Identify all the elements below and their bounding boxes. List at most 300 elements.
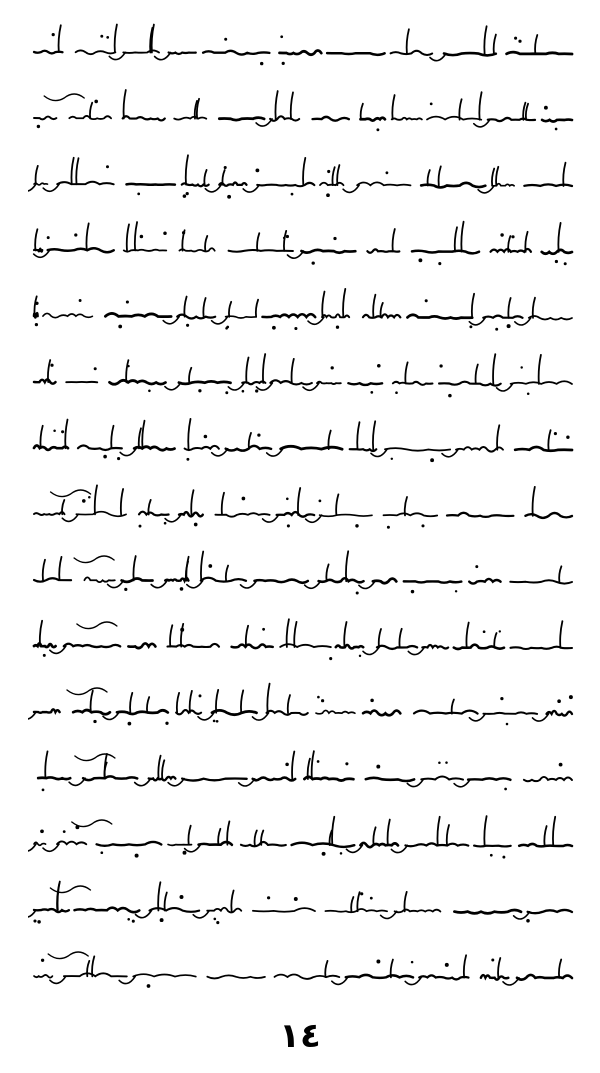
diacritic-dot <box>430 458 434 462</box>
diacritic-dot <box>421 524 424 527</box>
pen-stroke <box>539 355 541 384</box>
pen-stroke <box>350 449 377 451</box>
diacritic-dot <box>376 960 380 964</box>
pen-stroke <box>40 426 42 448</box>
pen-stroke <box>292 359 294 383</box>
diacritic-dot <box>242 390 245 393</box>
pen-stroke <box>59 25 61 52</box>
pen-stroke <box>357 182 410 185</box>
manuscript-line <box>28 278 576 338</box>
pen-stroke <box>123 116 165 120</box>
diacritic-dot <box>93 720 96 723</box>
pen-stroke <box>391 51 433 55</box>
pen-stroke <box>281 446 342 449</box>
diacritic-dot <box>117 457 120 460</box>
pen-stroke <box>43 313 93 317</box>
diacritic-dot <box>33 919 36 922</box>
pen-stroke <box>64 644 120 647</box>
diacritic-dot <box>490 854 493 857</box>
pen-stroke <box>317 382 341 384</box>
pen-stroke <box>455 227 457 251</box>
diacritic-dot <box>118 325 122 329</box>
diacritic-dot <box>554 432 557 435</box>
pen-stroke <box>95 485 97 514</box>
pen-stroke <box>177 315 215 319</box>
diacritic-dot <box>180 587 184 591</box>
diacritic-dot <box>213 720 216 723</box>
pen-stroke <box>189 368 191 383</box>
pen-stroke <box>43 844 59 851</box>
pen-stroke <box>256 383 272 390</box>
pen-stroke <box>84 577 114 582</box>
pen-stroke <box>212 710 257 714</box>
diacritic-dot <box>285 763 289 767</box>
pen-stroke <box>476 365 478 384</box>
diacritic-dot <box>163 232 167 236</box>
pen-stroke <box>553 817 555 846</box>
pen-stroke <box>203 298 205 317</box>
pen-stroke <box>474 120 490 127</box>
diacritic-dot <box>63 830 66 833</box>
pen-stroke <box>34 512 65 515</box>
pen-stroke <box>45 751 47 778</box>
pen-stroke <box>511 381 572 384</box>
pen-stroke <box>332 817 334 845</box>
pen-stroke <box>83 776 137 780</box>
pen-stroke <box>395 910 441 913</box>
diacritic-dot <box>255 168 259 172</box>
pen-stroke <box>535 35 537 54</box>
pen-stroke <box>44 94 84 101</box>
pen-stroke <box>412 251 479 254</box>
diacritic-dot <box>511 235 514 238</box>
diacritic-dot <box>204 435 208 439</box>
pen-stroke <box>255 831 257 845</box>
pen-stroke <box>126 360 128 382</box>
diacritic-dot <box>475 565 478 568</box>
pen-stroke <box>243 185 259 192</box>
pen-stroke <box>176 710 201 714</box>
pen-stroke <box>28 712 36 719</box>
diacritic-dot <box>287 524 290 527</box>
diacritic-dot <box>376 765 380 769</box>
handwriting-strokes <box>28 344 576 404</box>
diacritic-dot <box>226 326 229 329</box>
pen-stroke <box>481 975 508 980</box>
diacritic-dot <box>360 892 363 895</box>
diacritic-dot <box>291 193 294 196</box>
diacritic-dot <box>395 391 398 394</box>
pen-stroke <box>75 908 140 913</box>
diacritic-dot <box>499 630 501 632</box>
pen-stroke <box>298 488 300 515</box>
diacritic-dot <box>267 896 270 899</box>
pen-stroke <box>366 778 414 781</box>
diacritic-dot <box>294 897 298 901</box>
pen-stroke <box>65 420 67 449</box>
diacritic-dot <box>182 231 185 234</box>
pen-stroke <box>162 760 164 778</box>
pen-stroke <box>367 249 399 252</box>
diacritic-dot <box>165 722 168 725</box>
diacritic-dot <box>40 829 44 833</box>
diacritic-dot <box>526 919 530 923</box>
pen-stroke <box>257 233 259 251</box>
pen-stroke <box>498 958 500 978</box>
diacritic-dot <box>566 436 569 439</box>
pen-stroke <box>275 975 340 979</box>
pen-stroke <box>344 622 346 647</box>
pen-stroke <box>28 184 36 191</box>
pen-stroke <box>488 118 535 121</box>
pen-stroke <box>76 50 116 54</box>
pen-stroke <box>294 622 296 647</box>
diacritic-dot <box>127 918 130 921</box>
handwriting-strokes <box>28 14 576 74</box>
diacritic-dot <box>370 699 374 703</box>
pen-stroke <box>188 826 190 845</box>
pen-stroke <box>226 316 257 318</box>
pen-stroke <box>119 976 135 983</box>
pen-stroke <box>404 892 406 912</box>
pen-stroke <box>134 447 174 451</box>
pen-stroke <box>559 960 561 978</box>
pen-stroke <box>393 382 433 385</box>
diacritic-dot <box>438 761 441 764</box>
pen-stroke <box>316 710 355 713</box>
diacritic-dot <box>356 591 359 594</box>
pen-stroke <box>483 316 522 318</box>
diacritic-dot <box>500 697 503 700</box>
pen-stroke <box>483 712 537 714</box>
diacritic-dot <box>387 526 390 529</box>
diacritic-dot <box>257 433 260 436</box>
diacritic-dot <box>495 328 498 331</box>
pen-stroke <box>422 645 448 649</box>
pen-stroke <box>303 158 305 185</box>
pen-stroke <box>43 560 45 580</box>
diacritic-dot <box>41 959 44 962</box>
pen-stroke <box>187 581 203 588</box>
diacritic-dot <box>439 364 442 367</box>
diacritic-dot <box>88 496 91 499</box>
pen-stroke <box>391 845 407 852</box>
pen-stroke <box>139 428 141 448</box>
diacritic-dot <box>183 851 187 855</box>
pen-stroke <box>428 170 430 185</box>
pen-stroke <box>444 53 496 55</box>
diacritic-dot <box>294 327 297 330</box>
pen-stroke <box>384 513 438 516</box>
handwritten-text-block <box>28 14 576 1004</box>
pen-stroke <box>560 621 562 648</box>
pen-stroke <box>34 643 56 647</box>
pen-stroke <box>325 909 387 912</box>
pen-stroke <box>123 50 159 53</box>
pen-stroke <box>408 647 424 654</box>
pen-stroke <box>111 426 113 449</box>
diacritic-dot <box>557 699 561 703</box>
pen-stroke <box>563 163 565 186</box>
handwriting-strokes <box>28 872 576 932</box>
diacritic-dot <box>329 657 332 660</box>
pen-stroke <box>203 51 269 55</box>
pen-stroke <box>215 513 269 517</box>
pen-stroke <box>181 624 183 647</box>
pen-stroke <box>510 580 572 583</box>
diacritic-dot <box>555 260 558 263</box>
pen-stroke <box>241 690 243 712</box>
pen-stroke <box>302 250 356 253</box>
pen-stroke <box>280 644 331 647</box>
diacritic-dot <box>386 171 389 174</box>
pen-stroke <box>494 633 496 648</box>
pen-stroke <box>322 314 349 317</box>
diacritic-dot <box>137 193 140 196</box>
pen-stroke <box>133 556 135 580</box>
pen-stroke <box>336 494 338 515</box>
diacritic-dot <box>52 33 55 36</box>
diacritic-dot <box>544 106 548 110</box>
pen-stroke <box>263 314 316 317</box>
pen-stroke <box>544 826 546 846</box>
pen-stroke <box>124 250 167 252</box>
pen-stroke <box>332 167 334 185</box>
pen-stroke <box>263 515 279 522</box>
diacritic-dot <box>340 852 343 855</box>
diacritic-dot <box>94 100 98 104</box>
pen-stroke <box>36 166 38 184</box>
pen-stroke <box>34 578 71 581</box>
pen-stroke <box>74 556 114 563</box>
pen-stroke <box>519 844 572 846</box>
pen-stroke <box>130 693 132 713</box>
diacritic-dot <box>135 854 139 858</box>
diacritic-dot <box>355 524 358 527</box>
pen-stroke <box>558 223 560 252</box>
pen-stroke <box>468 778 510 779</box>
pen-stroke <box>385 448 450 451</box>
diacritic-dot <box>518 40 521 43</box>
pen-stroke <box>35 229 37 250</box>
pen-stroke <box>28 910 36 917</box>
pen-stroke <box>346 975 413 978</box>
pen-stroke <box>226 566 228 581</box>
pen-stroke <box>158 882 160 910</box>
diacritic-dot <box>37 125 40 128</box>
diacritic-dot <box>507 324 511 328</box>
pen-stroke <box>287 619 289 647</box>
diacritic-dot <box>106 36 109 39</box>
pen-stroke <box>40 621 42 646</box>
diacritic-dot <box>82 499 86 503</box>
pen-stroke <box>122 579 153 582</box>
pen-stroke <box>529 316 572 320</box>
pen-stroke <box>179 248 214 251</box>
pen-stroke <box>357 892 359 911</box>
diacritic-dot <box>224 166 227 169</box>
diacritic-dot <box>345 762 348 765</box>
pen-stroke <box>361 118 385 121</box>
handwriting-strokes <box>28 410 576 470</box>
pen-stroke <box>466 623 468 648</box>
pen-stroke <box>484 816 486 846</box>
pen-stroke <box>191 490 193 514</box>
pen-stroke <box>28 844 36 851</box>
pen-stroke <box>86 223 88 250</box>
diacritic-dot <box>283 237 286 240</box>
diacritic-dot <box>319 500 322 503</box>
diacritic-dot <box>317 696 320 699</box>
pen-stroke <box>479 92 481 120</box>
pen-stroke <box>363 647 379 654</box>
pen-stroke <box>454 645 504 649</box>
pen-stroke <box>547 711 573 716</box>
diacritic-dot <box>286 498 289 501</box>
pen-stroke <box>50 886 90 893</box>
diacritic-dot <box>42 789 45 792</box>
diacritic-dot <box>50 364 53 367</box>
pen-stroke <box>155 53 171 60</box>
pen-stroke <box>34 709 60 712</box>
pen-stroke <box>48 248 114 252</box>
pen-stroke <box>524 777 572 781</box>
pen-stroke <box>34 975 52 978</box>
diacritic-dot <box>180 628 184 632</box>
pen-stroke <box>158 756 160 779</box>
manuscript-line <box>28 872 576 932</box>
diacritic-dot <box>326 193 330 197</box>
pen-stroke <box>381 911 397 918</box>
pen-stroke <box>257 183 314 186</box>
diacritic-dot <box>376 128 379 131</box>
handwriting-strokes <box>28 806 576 866</box>
diacritic-dot <box>148 390 151 393</box>
diacritic-dot <box>216 720 219 723</box>
pen-stroke <box>452 700 454 714</box>
diacritic-dot <box>103 455 107 459</box>
pen-stroke <box>188 419 190 449</box>
pen-stroke <box>72 820 112 827</box>
pen-stroke <box>357 422 359 449</box>
pen-stroke <box>533 487 535 516</box>
diacritic-dot <box>425 299 428 302</box>
pen-stroke <box>472 294 474 318</box>
pen-stroke <box>439 166 441 185</box>
diacritic-dot <box>140 235 144 239</box>
pen-stroke <box>91 691 93 713</box>
pen-stroke <box>48 952 88 959</box>
pen-stroke <box>168 644 220 647</box>
diacritic-dot <box>160 918 164 922</box>
pen-stroke <box>559 566 561 582</box>
pen-stroke <box>526 104 528 120</box>
diacritic-dot <box>124 588 127 591</box>
pen-stroke <box>207 908 241 913</box>
diacritic-dot <box>377 364 381 368</box>
diacritic-dot <box>208 564 212 568</box>
pen-stroke <box>121 489 123 514</box>
diacritic-dot <box>448 394 452 398</box>
diacritic-dot <box>74 233 77 236</box>
diacritic-dot <box>331 366 334 369</box>
diacritic-dot <box>139 525 142 528</box>
pen-stroke <box>34 446 68 450</box>
pen-stroke <box>542 250 572 254</box>
pen-stroke <box>496 167 498 186</box>
pen-stroke <box>253 778 296 781</box>
pen-stroke <box>90 103 92 119</box>
pen-stroke <box>253 908 315 912</box>
diacritic-dot <box>555 128 558 131</box>
pen-stroke <box>459 99 461 119</box>
diacritic-dot <box>312 261 315 264</box>
manuscript-line <box>28 608 576 668</box>
pen-stroke <box>392 95 394 119</box>
pen-stroke <box>421 183 485 188</box>
pen-stroke <box>127 184 175 185</box>
pen-stroke <box>437 817 439 846</box>
diacritic-dot <box>569 695 573 699</box>
diacritic-dot <box>224 38 227 41</box>
pen-stroke <box>373 827 375 845</box>
handwriting-strokes <box>28 674 576 734</box>
diacritic-dot <box>194 523 198 527</box>
pen-stroke <box>179 381 231 384</box>
pen-stroke <box>201 552 203 581</box>
diacritic-dot <box>147 984 151 988</box>
pen-stroke <box>38 777 70 779</box>
pen-stroke <box>292 843 355 847</box>
pen-stroke <box>533 298 535 318</box>
diacritic-dot <box>132 920 135 923</box>
pen-stroke <box>115 25 117 53</box>
diacritic-dot <box>504 788 507 791</box>
diacritic-dot <box>272 326 276 330</box>
pen-stroke <box>524 184 572 186</box>
diacritic-dot <box>370 897 373 900</box>
diacritic-dot <box>180 895 184 899</box>
pen-stroke <box>127 224 129 250</box>
pen-stroke <box>447 825 449 846</box>
manuscript-line <box>28 476 576 536</box>
pen-stroke <box>174 117 206 120</box>
pen-stroke <box>256 300 258 317</box>
diacritic-dot <box>359 655 361 657</box>
pen-stroke <box>263 354 265 383</box>
pen-stroke <box>57 841 86 844</box>
manuscript-line <box>28 14 576 74</box>
diacritic-dot <box>164 522 167 525</box>
diacritic-dot <box>514 37 517 40</box>
pen-stroke <box>92 956 94 976</box>
diacritic-dot <box>527 393 530 396</box>
pen-stroke <box>186 155 188 184</box>
diacritic-dot <box>100 851 103 854</box>
diacritic-dot <box>336 326 339 329</box>
pen-stroke <box>185 446 219 450</box>
pen-stroke <box>34 379 56 383</box>
pen-stroke <box>275 91 277 119</box>
pen-stroke <box>407 29 409 53</box>
pen-stroke <box>135 222 137 250</box>
diacritic-dot <box>100 35 103 38</box>
pen-stroke <box>147 697 149 712</box>
diacritic-dot <box>186 458 189 461</box>
pen-stroke <box>205 236 207 251</box>
diacritic-dot <box>327 170 330 173</box>
diacritic-dot <box>255 389 258 392</box>
